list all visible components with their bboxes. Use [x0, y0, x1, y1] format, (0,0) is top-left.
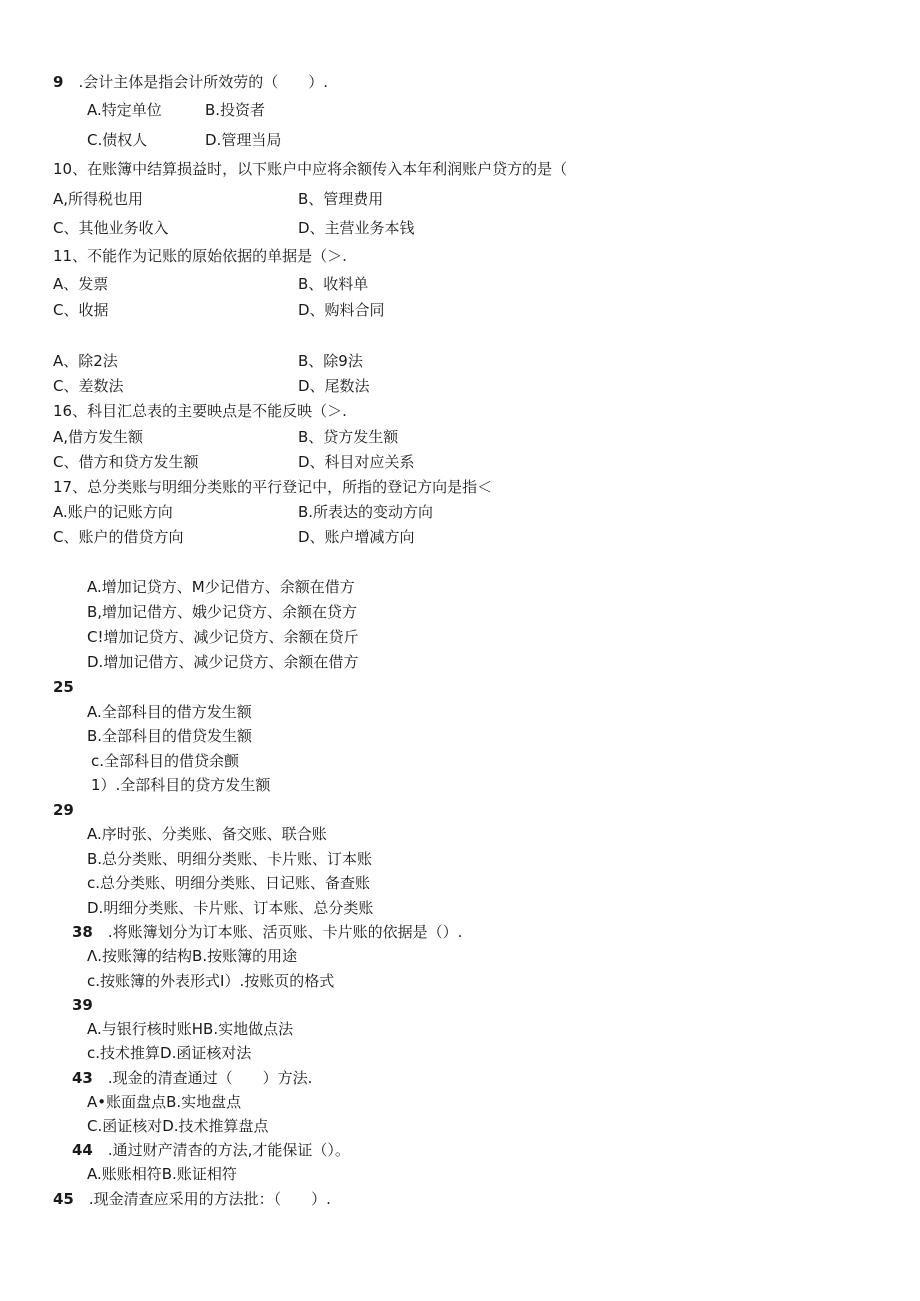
- option-c: C!增加记贷方、减少记贷方、余额在贷斤: [87, 628, 359, 646]
- option-c: c.总分类账、明细分类账、日记账、备查账: [87, 874, 371, 892]
- options-cd: C.函证核对D.技术推算盘点: [87, 1117, 269, 1135]
- options-cd: c.按账簿的外表形式I）.按账页的格式: [87, 972, 335, 990]
- option-a: A.账户的记账方向: [53, 503, 173, 521]
- option-c: C、账户的借贷方向: [53, 528, 184, 546]
- options-ab: A.账账相符B.账证相符: [87, 1165, 237, 1183]
- question-17: 17、总分类账与明细分类账的平行登记中，所指的登记方向是指＜: [53, 478, 493, 496]
- option-a: A,所得税也用: [53, 190, 144, 208]
- option-c: C、收据: [53, 301, 109, 319]
- option-a: A.序时张、分类账、备交账、联合账: [87, 825, 327, 843]
- option-c: c.全部科目的借贷余颤: [91, 752, 240, 770]
- option-b: B.全部科目的借贷发生额: [87, 727, 253, 745]
- question-45: 45 .现金清查应采用的方法批：（ ）.: [53, 1190, 331, 1208]
- option-a: A,借方发生额: [53, 428, 144, 446]
- question-number: 39: [72, 996, 93, 1014]
- option-d: D、账户增减方向: [298, 528, 415, 546]
- option-b: B、管理费用: [298, 190, 384, 208]
- question-44: 44 .通过财产清杳的方法,才能保证（）。: [72, 1141, 350, 1159]
- option-b: B.总分类账、明细分类账、卡片账、订本账: [87, 850, 373, 868]
- option-b: B.所表达的变动方向: [298, 503, 434, 521]
- option-c: C、其他业务收入: [53, 219, 169, 237]
- option-b: B、贷方发生额: [298, 428, 399, 446]
- option-b: B、除9法: [298, 352, 363, 370]
- option-a: A、除2法: [53, 352, 118, 370]
- question-9: 9 .会计主体是指会计所效劳的（ ）.: [53, 73, 328, 91]
- option-b: B,增加记借方、娥少记贷方、余额在贷方: [87, 603, 358, 621]
- option-d: D、主营业务本钱: [298, 219, 415, 237]
- option-a: A.增加记贷方、M少记借方、余额在借方: [87, 578, 355, 596]
- question-16: 16、科目汇总表的主要映点是不能反映（＞.: [53, 402, 347, 420]
- option-d: 1）.全部科目的贷方发生额: [91, 776, 271, 794]
- question-11: 11、不能作为记账的原始依据的单据是（＞.: [53, 247, 347, 265]
- question-43: 43 .现金的清查通过（ ）方法.: [72, 1069, 313, 1087]
- option-d: D.增加记借方、减少记贷方、余额在借方: [87, 653, 359, 671]
- options-ab: A.与银行核时账HB.实地做点法: [87, 1020, 294, 1038]
- option-d: D.明细分类账、卡片账、订本账、总分类账: [87, 899, 374, 917]
- option-c: C、借方和贷方发生额: [53, 453, 199, 471]
- option-c: C、差数法: [53, 377, 124, 395]
- question-number: 29: [53, 801, 74, 819]
- options-cd: c.技术推算D.函证核对法: [87, 1044, 252, 1062]
- option-c: C.债权人: [87, 131, 148, 149]
- option-d: D、尾数法: [298, 377, 370, 395]
- option-d: D、科目对应关系: [298, 453, 415, 471]
- option-a: A.特定单位: [87, 101, 162, 119]
- option-a: A.全部科目的借方发生额: [87, 703, 252, 721]
- option-d: D、购料合同: [298, 301, 385, 319]
- option-a: A、发票: [53, 275, 109, 293]
- option-b: B.投资者: [205, 101, 266, 119]
- options-ab: A•账面盘点B.实地盘点: [87, 1093, 242, 1111]
- options-ab: Λ.按账簿的结构B.按账簿的用途: [87, 947, 298, 965]
- question-number: 25: [53, 678, 74, 696]
- option-b: B、收料单: [298, 275, 369, 293]
- option-d: D.管理当局: [205, 131, 282, 149]
- question-10: 10、在账簿中结算损益时，以下账户中应将余额传入本年利润账户贷方的是（: [53, 160, 568, 178]
- question-38: 38 .将账簿划分为订本账、活页账、卡片账的依据是（）.: [72, 923, 463, 941]
